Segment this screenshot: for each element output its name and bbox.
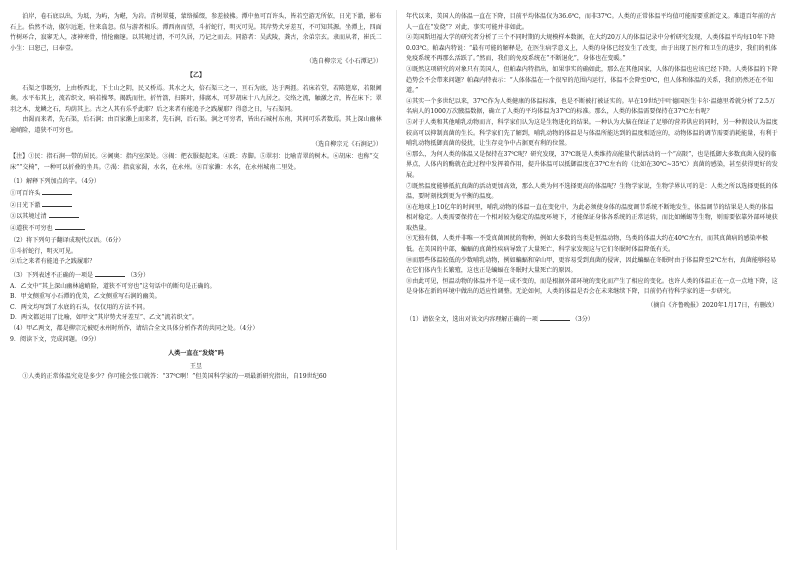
passage2-paragraph-2: 由渴而来者，先石渠，后石涧；由百家濑上而来者，先石涧，后石渠。涧之可穷者，皆出石城村东南，其间可乐者数焉。其上深山幽林逾峭险，道狭不可穷也。 <box>10 116 382 134</box>
source-note-3: （摘自《齐鲁晚报》2020年1月17日，有删改） <box>647 302 778 310</box>
answer-blank[interactable] <box>42 200 72 207</box>
column-divider <box>396 10 397 550</box>
right-column <box>406 12 778 325</box>
article-paragraph-2: ②美国斯坦福大学的研究者分析了三个不同时期的大规模样本数据，在大约20万人的体温记录中分析研究发现，人类体温平均每10年下降0.03℃。帕森内特说：“最有可能的解释是，在医生病学意义上，人类的身体已经发生了改变，由于出现了医疗和卫生的进步，我们的机体免疫系统不再那么活跃了。”然而，我们的免疫系统在“不断退化”，身体也在变暖。” <box>406 34 777 63</box>
answer-blank[interactable] <box>49 211 79 218</box>
passage2-paragraph-1: 石渠之事既穷，上由桥西北，下土山之阴，民又桥焉。其水之大，倍石渠三之一，亘石为底，达于两涯。若床若堂，若陈筵席，若限阃奥。水平布其上，流若织文，响若操琴。揭跣而往，折竹箭，扫陈叶，排腐木，可罗胡床十八九居之。交络之流，触激之音，皆在床下；翠羽之木，龙鳞之石，均荫其上。古之人其有乐乎此耶？后之来者有能追予之践履耶？得意之日，与石渠同。 <box>10 84 382 113</box>
question-2-item: ②后之来者有能追予之践履耶？ <box>10 258 96 266</box>
answer-blank[interactable] <box>95 270 125 277</box>
question-1-item: ②日光下澈 <box>10 200 382 212</box>
left-column <box>10 12 382 383</box>
answer-blank[interactable] <box>540 314 570 321</box>
question-3-option: B．甲文侧重写小石潭的优美，乙文侧重写石涧的幽美。 <box>10 293 161 301</box>
question-3-option: A．乙文中“其上深山幽林逾峭险，道狭不可穷也”这句话中的断句是正确的。 <box>10 282 216 290</box>
question-3: （3）下列表述不正确的一项是 （3分） <box>10 272 150 280</box>
article-paragraph-3: ③既然这项研究的对象只有美国人，但帕森内特指出，如果事实的确如此，那么在其他国家，人体的体温也应该已经下降。人类体温的下降趋势会不会带来问题？帕森内特表示：“人体体温在一个很窄的范围内运行，体温不会降至0℃，但人体和体温的关系，我们仍然还在不知道。” <box>406 65 778 95</box>
article-title: 人类一直在“发烧”吗 <box>168 350 224 358</box>
question-2-item: ①斗折蛇行，明灭可见。 <box>10 247 78 255</box>
article-paragraph-9: ⑨无独有偶，人类并非唯一不受真菌困扰的物种，例如大多数的鸟类是恒温动物，鸟类的体温大约在40℃左右，而其真菌病的感染率极低。在美国的中部，蝙蝠的真菌性疾病导致了大量死亡，科学家发现这与它们冬眠时体温降低有关。 <box>406 235 768 254</box>
article-paragraph-4: ④其实一个多世纪以来，37℃作为人类健康的体温标准，也是不断被打被证实的。早在19世纪中叶德国医生卡尔·温德里希就分析了2.5万名病人的1000万次腋温数据，确立了人类的平均体温为37℃的标准。那么，人类的体温需要保持在37℃左右呢？ <box>406 97 776 116</box>
article-author: 王昱 <box>189 362 203 370</box>
answer-blank[interactable] <box>42 188 72 195</box>
question-5: 9．阅读下文，完成问题。（9分） <box>10 335 101 343</box>
section-heading-yi: 【乙】 <box>186 71 206 79</box>
article-paragraph-6: ⑥那么，为何人类的体温又是保持在37℃呢？研究发现，37℃既是人类维持高能量代谢活动的一个“高限”，也是抵御大多数真菌入侵的临界点，人体内的酶就在此过程中发挥着作用，提升体温可以抵御温度在37℃左右的（比如在30℃~35℃）真菌的感染，甚至获得更好的发展。 <box>406 150 778 179</box>
question-1-item: ④道狭不可穷也 <box>10 223 382 235</box>
source-note-2: （选自柳宗元《石涧记》） <box>311 140 382 148</box>
article-paragraph-8: ⑧在地球上10亿年的时间里，哺乳动物的体温一直在变化中，为此必须使身体的温度调节系统不断地发生，体温调节的结果是人类的体温相对稳定。人类需要保持在一个相对较为稳定的温度环境下，才能保证身体各系统的正常运转，而比如蜥蜴等生物，则需要依靠外部环境获取热量。 <box>406 203 778 232</box>
source-note-1: （选自柳宗元《小石潭记》） <box>305 58 382 66</box>
article-question-1: （1）请依全文，选出对该文内容理解正确的一项 （3分） <box>406 315 594 323</box>
question-3-option: C．两文均写到了水底的石头，仅仅用的方法不同。 <box>10 303 149 311</box>
passage1-tail: 泊岸，卷石底以出，为坻，为屿，为嵁，为岩。青树翠蔓，蒙络摇缀，参差披拂。潭中鱼可百许头，皆若空游无所依，日光下澈，影布石上。佁然不动，俶尔远逝，往来翕忽。似与游者相乐。潭西南而望，斗折蛇行，明灭可见。其岸势犬牙差互，不可知其源。坐潭上，四面竹树环合，寂寥无人，凄神寒骨，悄怆幽邃。以其境过清，不可久居，乃记之而去。同游者：吴武陵，龚古，余弟宗玄。隶而从者，崔氏二小生：曰恕己，曰奉壹。 <box>10 13 382 52</box>
article-paragraph-1: ①人类的正常体温究竟是多少？你可能会张口就答：“37℃啊！”但美国科学家的一项最新研究指出，自19世纪60 <box>22 373 327 381</box>
article-paragraph-11: ⑪由此可见，恒温动物的体温并不是一成不变的，而是根据外部环境的变化而产生了相应的变化。也许人类的体温正在一点一点地下降，这是身体在新的环境中做出的适应性调整。无论如何，人类的体温是否会在未来继续下降，目前仍有待科学家的进一步研究。 <box>406 277 778 296</box>
article-paragraph-7: ⑦既然温度能够抵抗真菌的活动更加高效，那么人类为何不选择更高的体温呢？生物学家说，生物学界认可的是：人类之所以选择更低的体温，要时刻找到更为平衡的温度。 <box>406 182 778 201</box>
annotation-note: 【注】①民：指石涧一带的居民。②阃奥：指内室深处。③揭：把衣服提起来。④跣：赤脚。⑤翠羽：比喻青翠的树木。⑥胡床：也称“交床”“交椅”，一种可以折叠的坐具。⑦渴：指袁家渴，水名，在永州。⑧百家濑：水名，在永州城南二里处。 <box>10 153 379 171</box>
article-paragraph-5: ⑤对于人类和其他哺乳动物而言，科学家们认为这是生物进化的结果。一种认为大脑在保证了足够的营养供应的同时，另一种假设认为温度较高可以抑制真菌的生长。科学家们先了解到，哺乳动物的体温是与体温所能达到的温度相适应的，动物体温的调节需要消耗能量，有利于哺乳动物抵御真菌的侵扰，让生存竞争中占据更有利的位置。 <box>406 118 778 148</box>
question-1-item: ①可百许头 <box>10 188 382 200</box>
answer-blank[interactable] <box>55 223 85 230</box>
question-2: （2）将下列句子翻译成现代汉语。（6分） <box>10 237 125 245</box>
article-paragraph-1-cont: 年代以来，美国人的体温一直在下降，目前平均体温仅为36.6℃，而非37℃。人类的正常体温平均值可能需要重新定义。难道百年前的古人一直在“发烧”？对此，事实可能并非如此。 <box>406 13 777 31</box>
question-1-item: ③以其境过清 <box>10 211 382 223</box>
article-paragraph-10: ⑩而那些体温较低的少数哺乳动物，例如蝙蝠和穿山甲，更容易受到真菌的侵害，因此蝙蝠在冬眠时由于体温降至2℃左右，真菌能够轻易在它们体内生长繁殖，这也正是蝙蝠在冬眠时大量死亡的原因。 <box>406 256 777 275</box>
question-3-option: D．两文都运用了比喻，如甲文“其岸势犬牙差互”、乙文“流若织文”。 <box>10 314 198 322</box>
question-1: （1）解释下列加点的字。（4分） <box>10 178 101 186</box>
question-4: （4）甲乙两文，都是柳宗元被贬永州时所作，请结合全文具体分析作者的共同之处。（4分） <box>10 325 259 333</box>
